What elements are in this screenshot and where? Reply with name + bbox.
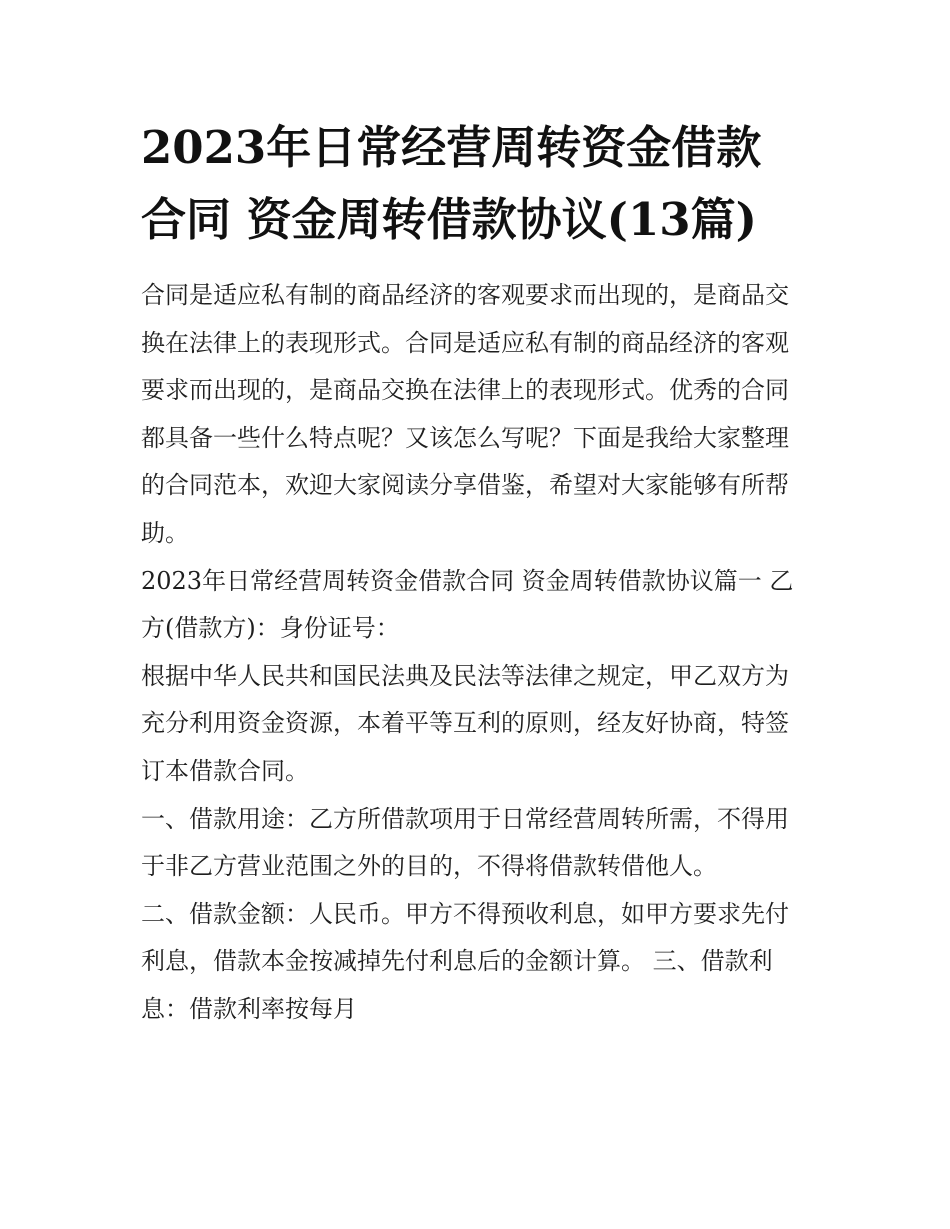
body-line: 根据中华人民共和国民法典及民法等法律之规定，甲乙双方为 xyxy=(141,661,789,690)
title-line: 2023年日常经营周转资金借款 xyxy=(141,121,762,174)
body-line: 一、借款用途：乙方所借款项用于日常经营周转所需，不得用 xyxy=(141,804,789,833)
document-body xyxy=(141,272,813,1034)
body-line: 于非乙方营业范围之外的目的，不得将借款转借他人。 xyxy=(141,852,717,881)
body-line: 二、借款金额：人民币。甲方不得预收利息，如甲方要求先付 xyxy=(141,899,789,928)
body-line: 方(借款方)：身份证号： xyxy=(141,614,400,643)
document-title xyxy=(141,112,813,256)
body-line: 充分利用资金资源，本着平等互利的原则，经友好协商，特签 xyxy=(141,709,789,738)
body-line: 换在法律上的表现形式。合同是适应私有制的商品经济的客观 xyxy=(141,328,789,357)
body-line: 合同是适应私有制的商品经济的客观要求而出现的，是商品交 xyxy=(141,281,789,309)
title-line: 合同 资金周转借款协议(13篇) xyxy=(141,193,757,246)
body-line: 助。 xyxy=(141,518,189,547)
body-line: 都具备一些什么特点呢？又该怎么写呢？下面是我给大家整理 xyxy=(141,423,789,452)
body-line: 订本借款合同。 xyxy=(141,756,309,785)
body-line: 利息，借款本金按减掉先付利息后的金额计算。 三、借款利 xyxy=(141,947,773,976)
body-line: 2023年日常经营周转资金借款合同 资金周转借款协议篇一 乙 xyxy=(141,566,794,595)
body-line: 的合同范本，欢迎大家阅读分享借鉴，希望对大家能够有所帮 xyxy=(141,471,789,500)
body-line: 息：借款利率按每月 xyxy=(141,994,357,1023)
document-page xyxy=(141,112,813,1034)
body-line: 要求而出现的，是商品交换在法律上的表现形式。优秀的合同 xyxy=(141,376,789,405)
